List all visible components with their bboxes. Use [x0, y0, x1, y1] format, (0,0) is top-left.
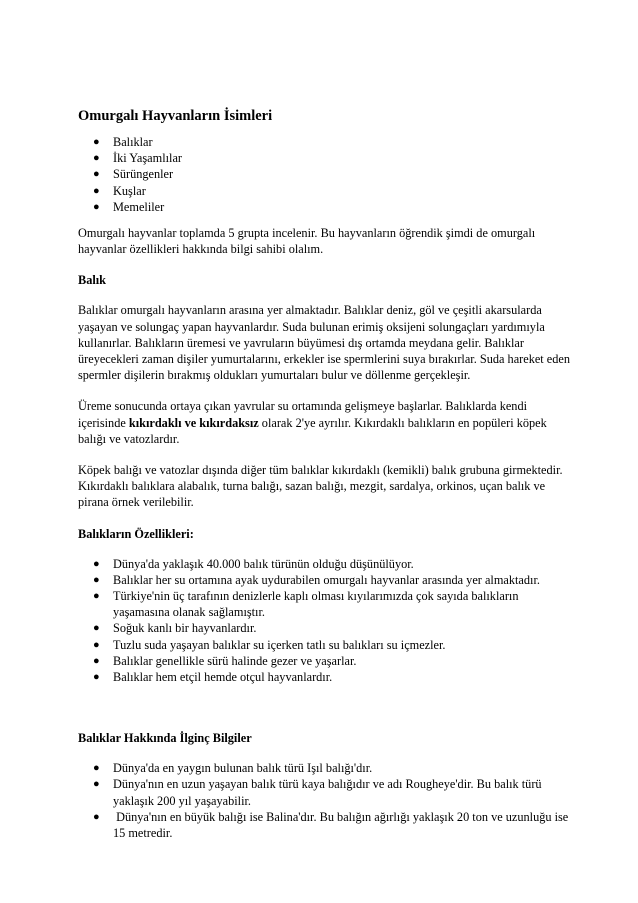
list-item: ● Soğuk kanlı bir hayvanlardır. [93, 621, 257, 636]
bullet-icon: ● [93, 200, 100, 213]
list-item: ● Dünya'da en yaygın bulunan balık türü Işıl balığı'dır. [93, 761, 373, 776]
page-title: Omurgalı Hayvanların İsimleri [78, 108, 273, 124]
bullet-icon: ● [93, 622, 100, 635]
list-item: ● Kuşlar [93, 183, 146, 198]
bullet-icon: ● [93, 638, 100, 651]
bullet-icon: ● [93, 778, 100, 791]
fish-paragraph-3: Köpek balığı ve vatozlar dışında diğer tüm balıklar kıkırdaklı (kemikli) balık grubuna girmektedir. Kıkırdaklı balıklara alabalık, turna balığı, sazan balığı, mezgit, sardalya, orkinos, uçan balık ve pirana örnek verilebilir. [78, 463, 563, 510]
list-item: ● İki Yaşamlılar [93, 151, 182, 166]
list-item: ● Balıklar [93, 135, 153, 149]
bullet-icon: ● [93, 136, 100, 148]
list-item: ● Tuzlu suda yaşayan balıklar su içerken tatlı su balıkları su içmezler. [93, 637, 446, 652]
features-section-title: Balıkların Özellikleri: [78, 526, 194, 541]
bullet-icon: ● [93, 168, 100, 181]
list-item: ● Dünya'nın en uzun yaşayan balık türü kaya balığıdır ve adı Rougheye'dir. Bu balık türü yaklaşık 200 yıl yaşayabilir. [93, 777, 542, 808]
list-item: ● Balıklar her su ortamına ayak uydurabilen omurgalı hayvanlar arasında yer almaktadır. [93, 572, 540, 587]
list-item: ● Balıklar genellikle sürü halinde gezer ve yaşarlar. [93, 653, 357, 668]
fish-features-list [78, 556, 572, 686]
fish-paragraph-2: Üreme sonucunda ortaya çıkan yavrular su ortamında gelişmeye başlarlar. Balıklarda kendi içerisinde kıkırdaklı ve kıkırdaksız olarak 2'ye ayrılır. Kıkırdaklı balıkların en popüleri köpek balığı ve vatozlardır. [78, 399, 547, 446]
list-item: ● Balıklar hem etçil hemde otçul hayvanlardır. [93, 670, 333, 685]
list-item: ● Dünya'da yaklaşık 40.000 balık türünün olduğu düşünülüyor. [93, 556, 414, 571]
fish-section-title: Balık [78, 273, 107, 288]
list-item: ● Dünya'nın en büyük balığı ise Balina'dır. Bu balığın ağırlığı yaklaşık 20 ton ve uzunluğu ise 15 metredir. [93, 809, 572, 841]
bullet-icon: ● [93, 590, 100, 603]
fish-facts-list [78, 760, 572, 841]
cartilage-term: kıkırdaklı ve kıkırdaksız [128, 415, 259, 430]
bullet-icon: ● [93, 152, 100, 165]
bullet-icon: ● [93, 184, 100, 197]
bullet-icon: ● [93, 573, 100, 586]
bullet-icon: ● [93, 810, 100, 823]
bullet-icon: ● [93, 557, 100, 570]
bullet-icon: ● [93, 654, 100, 667]
list-item: ● Türkiye'nin üç tarafının denizlerle kaplı olması kıyılarımızda çok sayıda balıkların yaşamasına olanak sağlamıştır. [93, 589, 519, 620]
list-item: ● Memeliler [93, 199, 165, 214]
facts-section-title: Balıklar Hakkında İlginç Bilgiler [78, 731, 252, 746]
document-page [78, 108, 572, 841]
vertebrate-groups-list [78, 134, 572, 215]
bullet-icon: ● [93, 762, 100, 775]
intro-paragraph: Omurgalı hayvanlar toplamda 5 grupta incelenir. Bu hayvanların öğrendik şimdi de omurgalı hayvanlar özellikleri hakkında bilgi sahibi olalım. [78, 226, 536, 257]
bullet-icon: ● [93, 671, 100, 684]
list-item: ● Sürüngenler [93, 167, 174, 182]
fish-paragraph-1: Balıklar omurgalı hayvanların arasına yer almaktadır. Balıklar deniz, göl ve çeşitli akarsularda yaşayan ve solungaç yapan hayvanlardır. Suda bulunan erimiş oksijeni solungaçları yardımıyla kullanırlar. Balıkların üremesi ve yavruların büyümesi dış ortamda meydana gelir. Balıklar üreyecekleri zaman dişiler yumurtalarını, erkekler ise spermlerini suya bırakırlar. Suda hareket eden spermler dişilerin bırakmış oldukları yumurtaları bulur ve döllenme gerçekleşir. [78, 303, 571, 383]
